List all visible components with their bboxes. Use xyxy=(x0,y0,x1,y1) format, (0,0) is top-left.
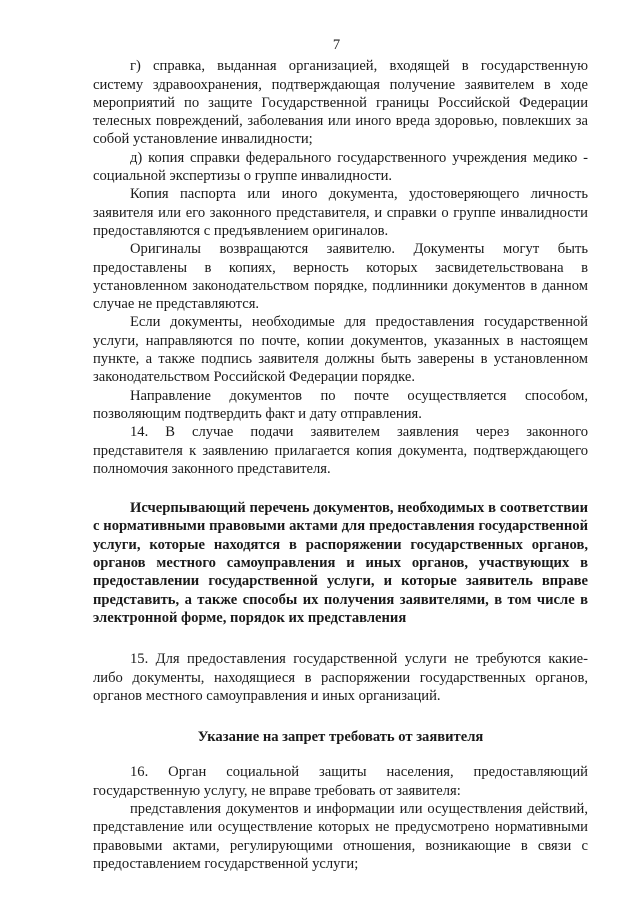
paragraph-postal-method: Направление документов по почте осуществляется способом, позволяющим подтвердить факт и дату отправления. xyxy=(93,387,588,422)
paragraph-item-g: г) справка, выданная организацией, входящей в государственную систему здравоохранения, подтверждающая получение заявителем в ходе мероприятий по защите Государственной границы Российской Федерации телесных повреждений, заболевания или иного вреда здоровью, повлекших за собой установление инвалидности; xyxy=(93,58,588,148)
paragraph-14: 14. В случае подачи заявителем заявления через законного представителя к заявлению прилагается копия документа, подтверждающего полномочия законного представителя. xyxy=(93,424,588,477)
section-heading-documents-list: Исчерпывающий перечень документов, необходимых в соответствии с нормативными правовыми актами для предоставления государственной услуги, которые находятся в распоряжении государственных органов, органов местного самоуправления и иных органов, участвующих в предоставлении государственной услуги, и которые заявитель вправе представить, а также способы их получения заявителями, в том числе в электронной форме, порядок их представления xyxy=(93,500,588,626)
paragraph-postal-documents: Если документы, необходимые для предоставления государственной услуги, направляются по почте, копии документов, указанных в настоящем пункте, а также подпись заявителя должны быть заверены в установленном законодательством Российской Федерации порядке. xyxy=(93,314,588,386)
spacer xyxy=(93,478,588,499)
paragraph-16-item: представления документов и информации или осуществления действий, представление или осуществление которых не предусмотрено нормативными правовыми актами, регулирующими отношения, возникающие в связи с предоставлением государственной услуги; xyxy=(93,800,588,872)
paragraph-16: 16. Орган социальной защиты населения, предоставляющий государственную услугу, не вправе требовать от заявителя: xyxy=(93,764,588,799)
spacer xyxy=(93,746,588,763)
spacer xyxy=(93,705,588,728)
spacer xyxy=(93,627,588,650)
paragraph-passport-copy: Копия паспорта или иного документа, удостоверяющего личность заявителя или его законного представителя, и справки о группе инвалидности предоставляются с предъявлением оригиналов. xyxy=(93,186,588,239)
paragraph-originals-returned: Оригиналы возвращаются заявителю. Документы могут быть предоставлены в копиях, верность которых засвидетельствована в установленном законодательством порядке, подлинники документов в данном случае не представляются. xyxy=(93,241,588,313)
paragraph-item-d: д) копия справки федерального государственного учреждения медико - социальной экспертизы о группе инвалидности. xyxy=(93,149,588,185)
paragraph-15: 15. Для предоставления государственной услуги не требуются какие-либо документы, находящиеся в распоряжении государственных органов, органов местного самоуправления и иных организаций. xyxy=(93,651,588,704)
page-number: 7 xyxy=(332,37,341,53)
section-heading-prohibition: Указание на запрет требовать от заявителя xyxy=(197,729,484,746)
